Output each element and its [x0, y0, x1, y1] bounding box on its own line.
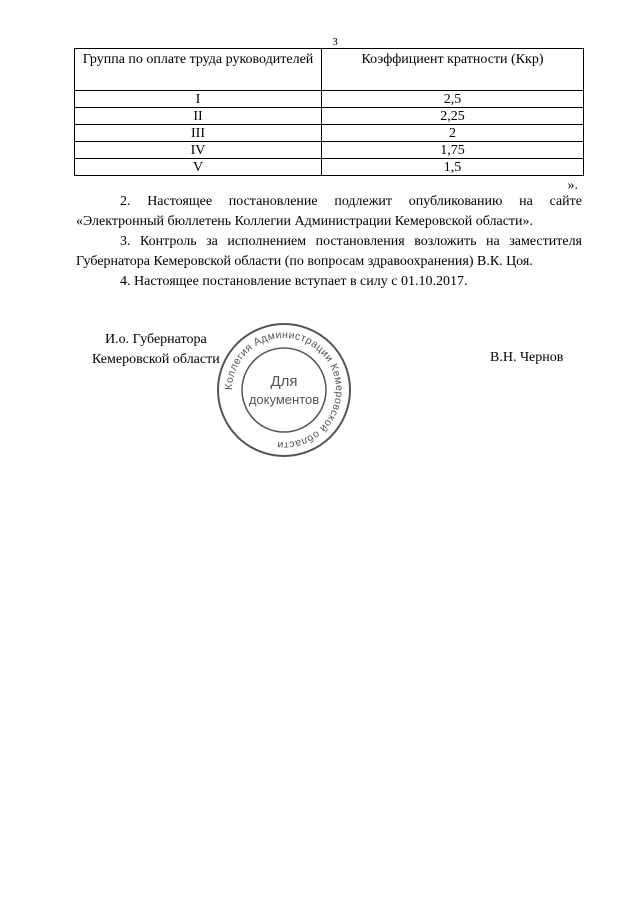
group-cell: II: [75, 108, 322, 125]
group-cell: III: [75, 125, 322, 142]
stamp-center-line2: документов: [248, 392, 320, 407]
header-group: Группа по оплате труда руководителей: [75, 49, 322, 91]
table-header-row: [75, 49, 584, 91]
table-row: [75, 91, 584, 108]
stamp-outer-ring: [218, 324, 350, 456]
stamp-inner-ring: [242, 348, 326, 432]
document-body: [76, 192, 582, 292]
signatory-title-line2: Кемеровской области: [92, 352, 220, 367]
stamp-center-line1: Для: [270, 373, 298, 390]
coefficient-cell: 1,75: [322, 142, 584, 159]
page-number: 3: [332, 36, 338, 48]
official-stamp: [214, 320, 354, 460]
signatory-title-line1: И.о. Губернатора: [105, 332, 207, 347]
group-cell: IV: [75, 142, 322, 159]
group-cell: V: [75, 159, 322, 176]
coefficient-cell: 2,5: [322, 91, 584, 108]
coefficient-cell: 2: [322, 125, 584, 142]
table-row: [75, 108, 584, 125]
table-row: [75, 159, 584, 176]
paragraph-publication: 2. Настоящее постановление подлежит опубликованию на сайте «Электронный бюллетень Коллегии Администрации Кемеровской области».: [76, 194, 582, 229]
paragraph-effective-date: 4. Настоящее постановление вступает в силу с 01.10.2017.: [120, 274, 468, 289]
table-row: [75, 142, 584, 159]
closing-quote: ».: [567, 178, 578, 193]
coefficient-cell: 1,5: [322, 159, 584, 176]
signatory-name: В.Н. Чернов: [490, 350, 564, 365]
coefficient-table: [74, 48, 584, 176]
table-row: [75, 125, 584, 142]
header-coefficient: Коэффициент кратности (Ккр): [322, 49, 584, 91]
group-cell: I: [75, 91, 322, 108]
coefficient-cell: 2,25: [322, 108, 584, 125]
signatory-title: [92, 330, 220, 370]
paragraph-control: 3. Контроль за исполнением постановления возложить на заместителя Губернатора Кемеровской области (по вопросам здравоохранения) В.К. Цоя.: [76, 234, 582, 269]
stamp-ring-text: Коллегия Администрации Кемеровской области: [222, 328, 346, 452]
